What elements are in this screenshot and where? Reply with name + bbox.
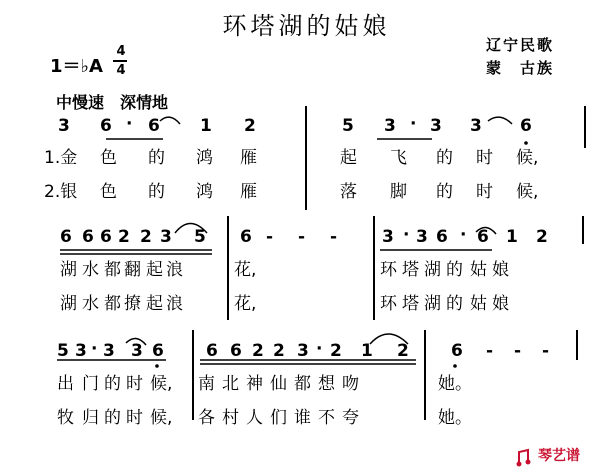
note-number: 6 [100,116,112,136]
note-number: 6 [152,341,164,361]
lyric-syllable: 水 [82,294,99,314]
note-number: 6 [520,116,532,136]
lyric-syllable: 起 [146,260,163,280]
note-number: 6 [100,227,112,247]
time-signature-bottom: 4 [116,63,126,78]
time-signature-top: 4 [116,44,126,59]
lyric-syllable: 北 [222,374,239,394]
note-number: 2 [140,227,152,247]
note-number: 6 [240,227,252,247]
lyric-syllable: 鸿 [196,148,213,168]
lyric-syllable: 的 [436,182,453,202]
lyric-syllable: 候, [150,408,173,428]
lyric-syllable: 谁 [294,408,311,428]
note-number: 3 [416,227,428,247]
lyric-syllable: 环 [380,260,397,280]
octave-dot [453,364,457,368]
slur-mark [175,224,207,234]
lyric-syllable: 的 [104,374,121,394]
lyric-syllable: 夸 [342,408,359,428]
lyric-syllable: 人 [246,408,263,428]
dotted-rhythm: · [126,114,133,134]
lyric-syllable: 出 [57,374,74,394]
note-number: 2 [244,116,256,136]
lyric-syllable: 的 [104,408,121,428]
lyric-syllable: 飞 [390,148,407,168]
lyric-syllable: 时 [476,148,493,168]
lyric-syllable: 浪 [166,294,183,314]
slur-mark [488,117,512,124]
lyric-syllable: 翻 [124,260,141,280]
lyric-syllable: 起 [146,294,163,314]
lyric-syllable: 落 [340,182,357,202]
watermark-text: 琴艺谱 [538,448,580,464]
lyric-syllable: 门 [82,374,99,394]
lyric-syllable: 2.银 [44,182,78,202]
note-number: 6 [206,341,218,361]
lyric-syllable: 候, [150,374,173,394]
lyric-syllable: 都 [104,260,121,280]
note-number: 3 [382,227,394,247]
dotted-rhythm: · [460,225,467,245]
lyric-syllable: 各 [198,408,215,428]
note-number: 5 [342,116,354,136]
slur-mark [160,117,180,124]
lyric-syllable: 时 [126,374,143,394]
note-number: 6 [436,227,448,247]
lyric-syllable: 的 [446,294,463,314]
music-note-logo-icon [516,448,534,468]
lyric-syllable: 都 [104,294,121,314]
lyric-syllable: 水 [82,260,99,280]
slur-mark [370,334,408,344]
note-number: 3 [470,116,482,136]
lyric-syllable: 的 [148,182,165,202]
lyric-syllable: 候, [516,182,539,202]
note-number: 1 [200,116,212,136]
sustain-dash: - [514,341,522,361]
lyric-syllable: 娘 [492,294,509,314]
lyric-syllable: 时 [126,408,143,428]
lyric-syllable: 雁 [240,182,257,202]
lyric-syllable: 雁 [240,148,257,168]
sustain-dash: - [330,227,338,247]
note-number: 6 [60,227,72,247]
note-number: 5 [194,227,206,247]
slur-mark [476,227,496,234]
octave-dot [524,141,528,145]
lyric-syllable: 湖 [424,294,441,314]
dotted-rhythm: · [403,225,410,245]
lyric-syllable: 的 [446,260,463,280]
lyric-syllable: 1.金 [44,148,78,168]
note-number: 3 [384,116,396,136]
note-number: 2 [252,341,264,361]
note-number: 3 [160,227,172,247]
lyric-syllable: 不 [318,408,335,428]
lyric-syllable: 牧 [57,408,74,428]
note-number: 2 [397,341,409,361]
note-number: 1 [361,341,373,361]
lyric-syllable: 湖 [60,294,77,314]
lyric-syllable: 鸿 [196,182,213,202]
note-number: 1 [506,227,518,247]
slur-mark [126,338,146,345]
key-signature: 1＝♭A [50,56,103,77]
lyric-syllable: 归 [82,408,99,428]
lyric-syllable: 她。 [438,408,472,428]
note-number: 2 [536,227,548,247]
note-number: 6 [82,227,94,247]
sustain-dash: - [486,341,494,361]
lyric-syllable: 的 [436,148,453,168]
lyric-syllable: 湖 [60,260,77,280]
song-ethnicity: 蒙 古族 [486,59,555,77]
lyric-syllable: 吻 [342,374,359,394]
lyric-syllable: 时 [476,182,493,202]
sustain-dash: - [298,227,306,247]
lyric-syllable: 环 [380,294,397,314]
octave-dot [155,364,159,368]
song-title: 环塔湖的姑娘 [222,12,391,40]
note-number: 3 [297,341,309,361]
lyric-syllable: 村 [222,408,239,428]
lyric-syllable: 花, [234,260,257,280]
lyric-syllable: 娘 [492,260,509,280]
lyric-syllable: 起 [340,148,357,168]
note-number: 3 [75,341,87,361]
song-source: 辽宁民歌 [486,36,555,54]
note-number: 3 [58,116,70,136]
note-number: 6 [451,341,463,361]
note-number: 6 [148,116,160,136]
dotted-rhythm: · [410,114,417,134]
note-number: 3 [131,341,143,361]
note-number: 3 [103,341,115,361]
lyric-syllable: 脚 [390,182,407,202]
lyric-syllable: 想 [318,374,335,394]
note-number: 6 [230,341,242,361]
dotted-rhythm: · [91,339,98,359]
note-number: 2 [273,341,285,361]
lyric-syllable: 花, [234,294,257,314]
dotted-rhythm: · [316,339,323,359]
lyric-syllable: 姑 [470,260,487,280]
lyric-syllable: 神 [246,374,263,394]
lyric-syllable: 浪 [166,260,183,280]
lyric-syllable: 的 [148,148,165,168]
lyric-syllable: 色 [100,148,117,168]
lyric-syllable: 撩 [124,294,141,314]
lyric-syllable: 仙 [270,374,287,394]
note-number: 2 [118,227,130,247]
lyric-syllable: 南 [198,374,215,394]
sustain-dash: - [266,227,274,247]
lyric-syllable: 她。 [438,374,472,394]
note-number: 5 [57,341,69,361]
sustain-dash: - [542,341,550,361]
lyric-syllable: 们 [270,408,287,428]
lyric-syllable: 色 [100,182,117,202]
note-number: 6 [477,227,489,247]
lyric-syllable: 塔 [402,294,419,314]
lyric-syllable: 湖 [424,260,441,280]
lyric-syllable: 塔 [402,260,419,280]
tempo-marking: 中慢速 深情地 [56,93,169,112]
lyric-syllable: 候, [516,148,539,168]
lyric-syllable: 姑 [470,294,487,314]
note-number: 3 [430,116,442,136]
lyric-syllable: 都 [294,374,311,394]
note-number: 2 [330,341,342,361]
